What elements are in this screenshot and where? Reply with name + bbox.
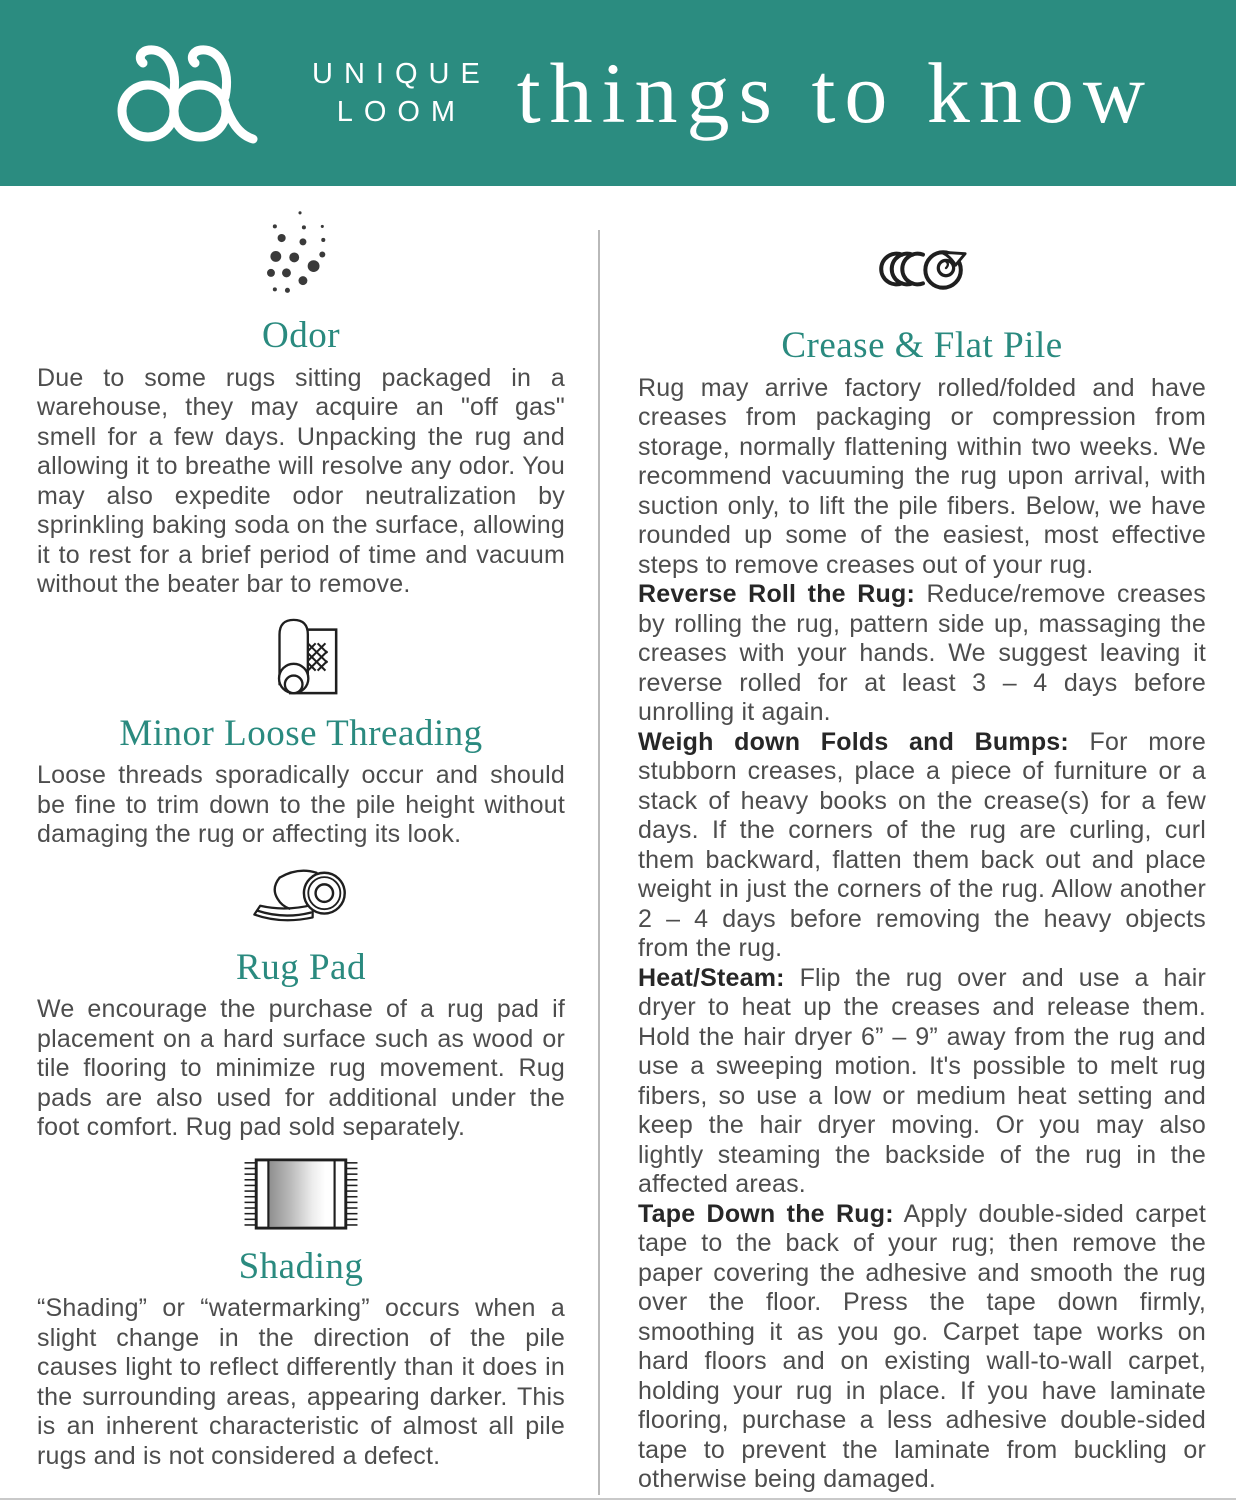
rug-pad-heading: Rug Pad	[236, 946, 366, 988]
brand-line1: UNIQUE	[312, 57, 491, 90]
section-shading	[37, 1157, 565, 1472]
shading-heading: Shading	[238, 1245, 364, 1287]
left-column	[0, 186, 598, 1495]
odor-heading: Odor	[261, 315, 341, 356]
tip-reverse-roll-text: Reduce/remove creases by rolling the rug, pattern side up, massaging the creases with your hands. We suggest leaving it reverse rolled for at least 3 – 4 days before unrolling it again.	[638, 580, 1206, 727]
crease-flat-pile-heading: Crease & Flat Pile	[781, 325, 1063, 366]
tip-reverse-roll	[638, 580, 1206, 728]
unique-loom-logo	[96, 40, 491, 146]
loose-threading-description: Loose threads sporadically occur and should be fine to trim down to the pile height without damaging the rug or affecting its look.	[37, 761, 565, 849]
shading-description: “Shading” or “watermarking” occurs when a slight change in the direction of the pile causes light to reflect differently than it does in the surrounding areas, appearing darker. This is an inherent characteristic of almost all pile rugs and is not considered a defect.	[37, 1294, 565, 1470]
rug-pad-description: We encourage the purchase of a rug pad if placement on a hard surface such as wood or tile flooring to minimize rug movement. Rug pads are also used for additional under the foot comfort. Rug pad sold separately.	[37, 995, 565, 1142]
rug-pad-roll-icon	[37, 864, 565, 937]
tip-tape-down-text: Apply double-sided carpet tape to the back of your rug; then remove the paper covering the adhesive and smooth the rug over the floor. Press the tape down firmly, smoothing it as you go. Carpet tape works on hard floors and on existing wall-to-wall carpet, holding your rug in place. If you have laminate flooring, purchase a less adhesive double-sided tape to prevent the laminate from buckling or otherwise being damaged.	[638, 1199, 1206, 1494]
brand-name	[312, 55, 491, 132]
odor-dots-icon	[37, 208, 565, 305]
tip-weigh-down-text: For more stubborn creases, place a piece of furniture or a stack of heavy books on the crease(s) for a few days. If the corners of the rug are curling, curl them backward, flatten them back out and place weight in just the corners of the rug. Allow another 2 – 4 days before removing the heavy objects from the rug.	[638, 727, 1206, 963]
section-odor	[37, 208, 565, 600]
unique-loom-logo-icon	[96, 40, 286, 146]
tip-tape-down-label: Tape Down the Rug:	[638, 1199, 894, 1228]
section-rug-pad	[37, 864, 565, 1143]
tip-reverse-roll-label: Reverse Roll the Rug:	[638, 580, 915, 609]
tip-heat-steam-text: Flip the rug over and use a hair dryer to heat up the creases and release them. Hold the hair dryer 6” – 9” away from the rug and use a sweeping motion. It's possible to melt rug fibers, so use a low or medium heat setting and keep the hair dryer moving. Or you may also lightly steaming the backside of the rug in the affected areas.	[638, 963, 1206, 1199]
loose-threading-heading: Minor Loose Threading	[119, 712, 483, 754]
tip-heat-steam	[638, 964, 1206, 1200]
crease-flat-pile-intro: Rug may arrive factory rolled/folded and have creases from packaging or compression from storage, normally flattening within two weeks. We recommend vacuuming the rug upon arrival, with suction only, to lift the pile fibers. Below, we have rounded up some of the easiest, most effective steps to remove creases out of your rug.	[638, 373, 1206, 579]
tip-heat-steam-label: Heat/Steam:	[638, 963, 785, 992]
section-loose-threading	[37, 614, 565, 850]
tip-weigh-down	[638, 728, 1206, 964]
shaded-rug-fringe-icon	[37, 1157, 565, 1236]
rug-roll-crosshatch-icon	[37, 614, 565, 703]
right-column	[600, 186, 1236, 1495]
tip-weigh-down-label: Weigh down Folds and Bumps:	[638, 727, 1069, 756]
odor-description: Due to some rugs sitting packaged in a warehouse, they may acquire an "off gas" smell for a few days. Unpacking the rug and allowing it to breathe will resolve any odor. You may also expedite odor neutralization by sprinkling baking soda on the surface, allowing it to rest for a brief period of time and vacuum without the beater bar to remove.	[37, 363, 565, 599]
header-banner	[0, 0, 1236, 186]
content-area	[0, 186, 1236, 1495]
brand-line2: LOOM	[336, 96, 467, 128]
rolled-rug-spiral-icon	[638, 246, 1206, 297]
tip-tape-down	[638, 1200, 1206, 1495]
page-title: things to know	[516, 45, 1155, 141]
